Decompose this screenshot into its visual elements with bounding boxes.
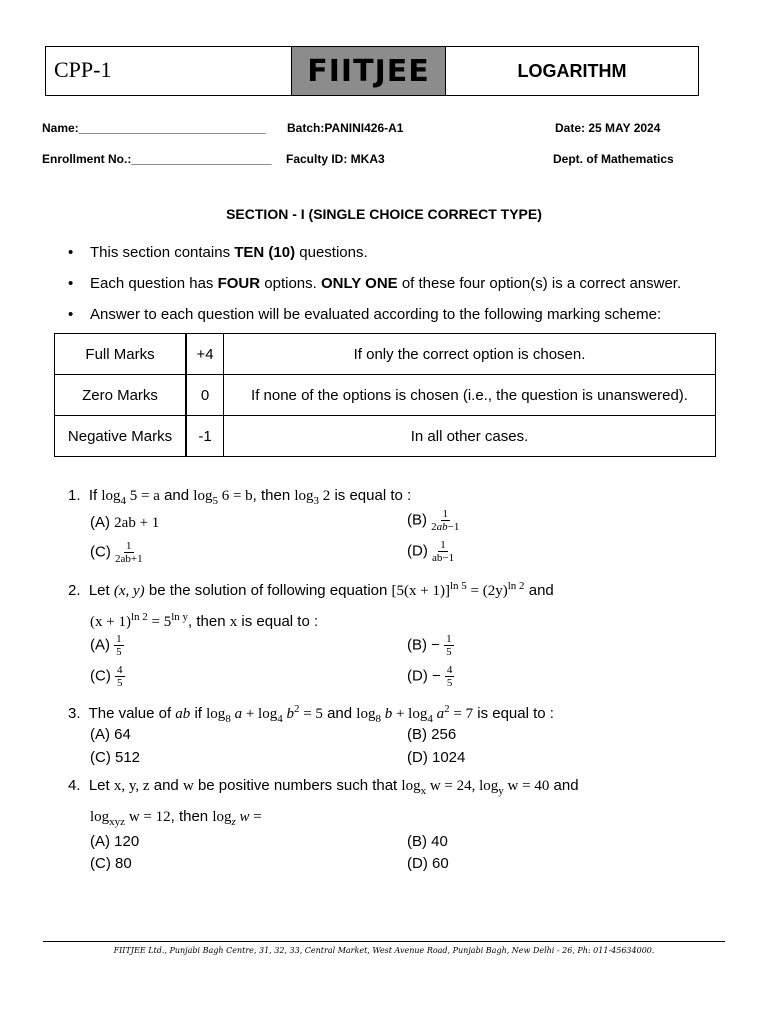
sheet-code: CPP-1 bbox=[46, 47, 292, 95]
topic-title: LOGARITHM bbox=[517, 60, 627, 81]
marks-value: 0 bbox=[186, 375, 224, 416]
marking-scheme-table bbox=[54, 333, 716, 457]
marks-desc: If only the correct option is chosen. bbox=[224, 334, 716, 375]
batch-label: Batch:PANINI426-A1 bbox=[287, 121, 404, 135]
q1-option-a[interactable]: (A) 2ab + 1 bbox=[90, 514, 160, 531]
marks-label: Zero Marks bbox=[55, 375, 187, 416]
q1-option-c[interactable]: (C) $\frac{1}{2ab+1}$ bbox=[90, 540, 143, 565]
question-4: 4. Let x, y, z and w be positive numbers such that $\log_x w = 24$, $\log_y w = 40$ and bbox=[68, 777, 579, 797]
marks-desc: In all other cases. bbox=[224, 416, 716, 457]
q2-option-c[interactable]: (C) $\frac{4}{5}$ bbox=[90, 664, 123, 689]
question-2: 2. Let (x, y) be the solution of following equation $[5(x + 1)]^{ln 5} = (2y)^{ln 2}$ and bbox=[68, 580, 554, 599]
question-4-cont: $\log_{xyz} w = 12$, then $\log_z w$ = bbox=[90, 808, 262, 828]
date-label: Date: 25 MAY 2024 bbox=[555, 121, 661, 135]
marks-value: +4 bbox=[186, 334, 224, 375]
q1-option-b[interactable]: (B) $\frac{1}{2ab-1}$ bbox=[407, 508, 460, 533]
faculty-label: Faculty ID: MKA3 bbox=[286, 152, 385, 166]
q1-option-d[interactable]: (D) $\frac{1}{ab-1}$ bbox=[407, 539, 455, 564]
q3-option-a[interactable]: (A) 64 bbox=[90, 726, 131, 743]
logo-text: FIITJEE bbox=[307, 53, 430, 89]
name-field: Name:____________________________ bbox=[42, 121, 266, 135]
question-3: 3. The value of ab if $\log_8 a + \log_4 b^2 = 5$ and $\log_8 b + \log_4 a^2 = 7$ is equal to : bbox=[68, 703, 554, 725]
q3-option-d[interactable]: (D) 1024 bbox=[407, 749, 466, 766]
q4-option-c[interactable]: (C) 80 bbox=[90, 855, 132, 872]
fiitjee-logo bbox=[292, 47, 446, 95]
q3-option-c[interactable]: (C) 512 bbox=[90, 749, 141, 766]
marks-label: Full Marks bbox=[55, 334, 187, 375]
q2-option-b[interactable]: (B) − $\frac{1}{5}$ bbox=[407, 633, 452, 658]
instruction-2: • Each question has FOUR options. ONLY ONE of these four option(s) is a correct answer. bbox=[68, 275, 682, 292]
q3-option-b[interactable]: (B) 256 bbox=[407, 726, 457, 743]
q4-option-b[interactable]: (B) 40 bbox=[407, 833, 448, 850]
q2-option-d[interactable]: (D) − $\frac{4}{5}$ bbox=[407, 664, 453, 689]
instruction-3: • Answer to each question will be evaluated according to the following marking scheme: bbox=[68, 306, 662, 323]
question-2-cont: $(x + 1)^{ln 2} = 5^{ln y}$, then x is equal to : bbox=[90, 611, 319, 630]
enrollment-field: Enrollment No.:_____________________ bbox=[42, 152, 272, 166]
footer-divider bbox=[43, 941, 725, 942]
marks-label: Negative Marks bbox=[55, 416, 187, 457]
dept-label: Dept. of Mathematics bbox=[553, 152, 674, 166]
q4-option-a[interactable]: (A) 120 bbox=[90, 833, 140, 850]
table-row bbox=[55, 416, 716, 457]
instruction-1: • This section contains TEN (10) questions. bbox=[68, 244, 368, 261]
q2-option-a[interactable]: (A) $\frac{1}{5}$ bbox=[90, 633, 122, 658]
table-row bbox=[55, 375, 716, 416]
question-1: 1. If $\log_4 5 = a$ and $\log_5 6 = b$, then $\log_3 2$ is equal to : bbox=[68, 487, 412, 507]
footer-address: FIITJEE Ltd., Punjabi Bagh Centre, 31, 32, 33, Central Market, West Avenue Road, Punjabi Bagh, New Delhi - 26, Ph: 011-45634000. bbox=[113, 946, 655, 955]
q4-option-d[interactable]: (D) 60 bbox=[407, 855, 449, 872]
section-title: SECTION - I (SINGLE CHOICE CORRECT TYPE) bbox=[226, 206, 542, 222]
header-box bbox=[45, 46, 699, 96]
marks-desc: If none of the options is chosen (i.e., the question is unanswered). bbox=[224, 375, 716, 416]
marks-value: -1 bbox=[186, 416, 224, 457]
table-row bbox=[55, 334, 716, 375]
